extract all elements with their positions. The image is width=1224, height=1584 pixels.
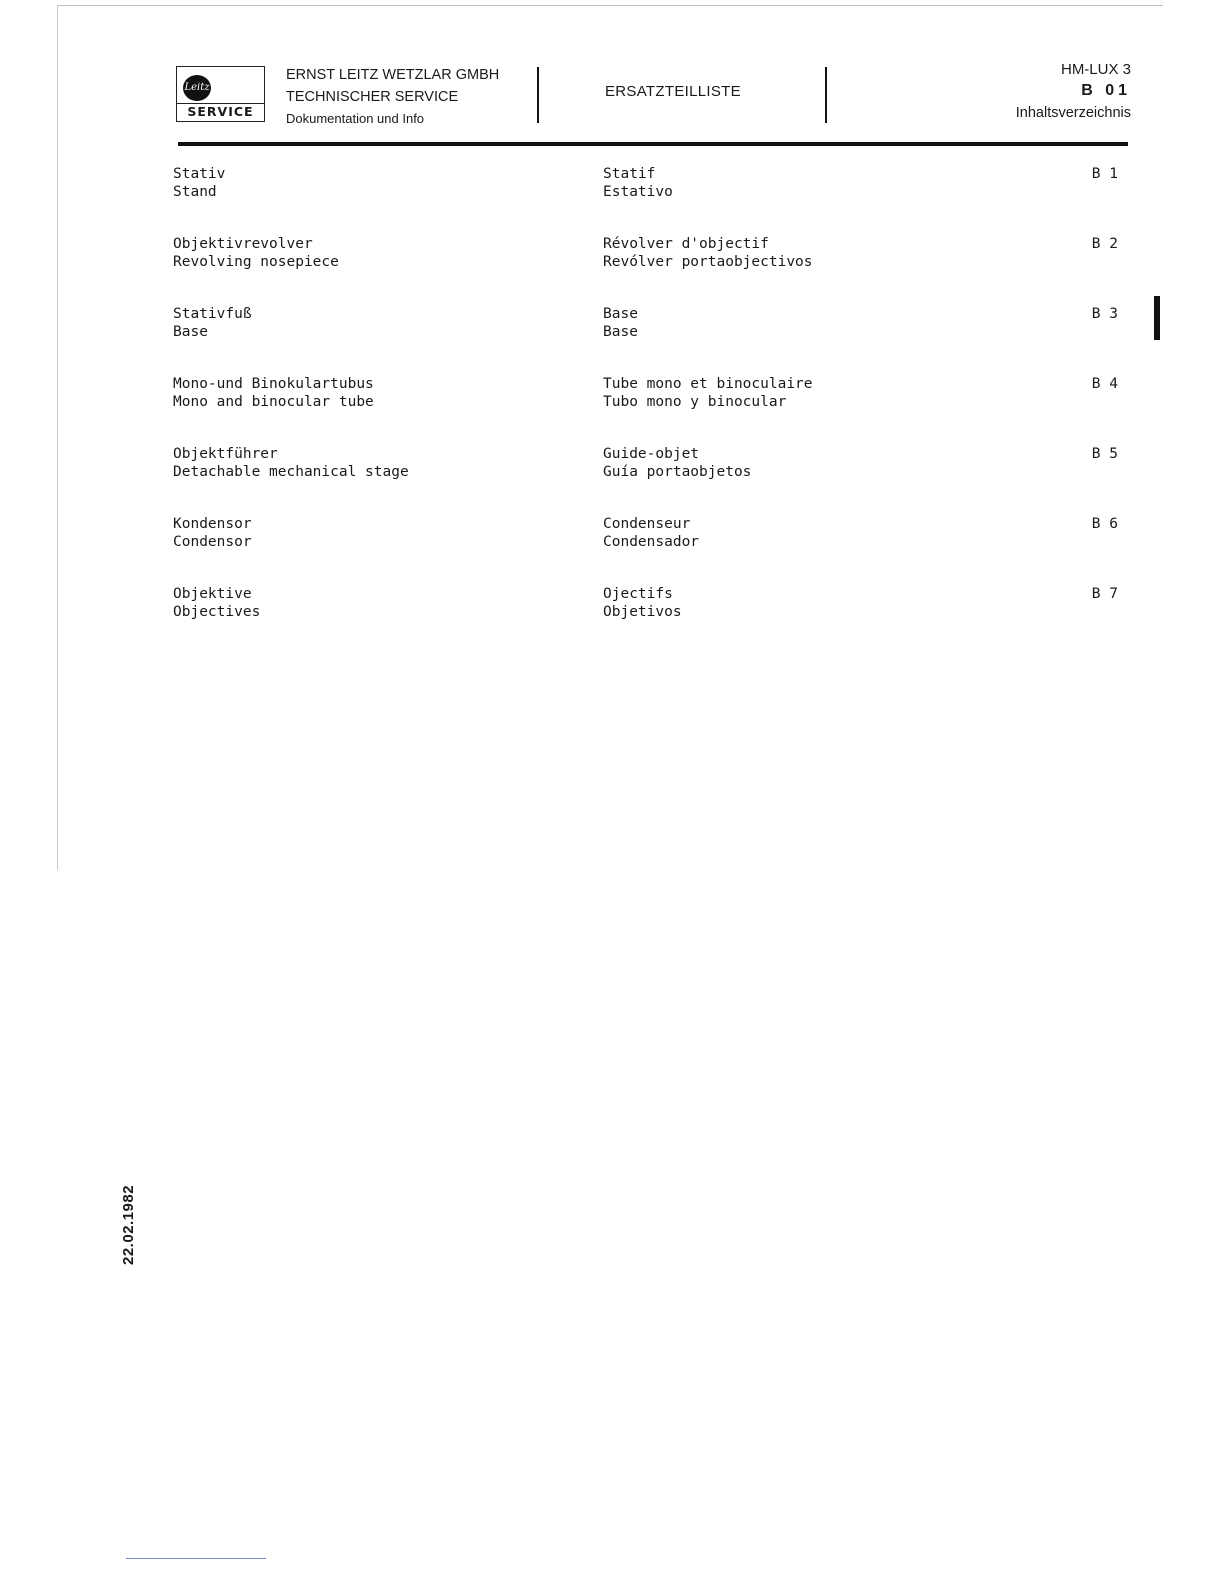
toc-spanish: Base xyxy=(603,324,638,340)
toc-row xyxy=(173,375,1118,445)
toc-spanish: Objetivos xyxy=(603,604,682,620)
toc-page-ref: B 7 xyxy=(1091,586,1118,602)
toc-entry-fr-es xyxy=(603,375,813,411)
toc-english: Revolving nosepiece xyxy=(173,254,339,270)
toc-entry-fr-es xyxy=(603,515,699,551)
toc-german: Stativfuß xyxy=(173,306,252,322)
document-type: ERSATZTEILLISTE xyxy=(605,83,741,100)
scan-edge-left xyxy=(57,5,58,870)
toc-entry-fr-es xyxy=(603,165,673,201)
toc-entry-de-en xyxy=(173,445,409,481)
company-department: TECHNISCHER SERVICE xyxy=(286,89,459,105)
toc-spanish: Condensador xyxy=(603,534,700,550)
leitz-logo-icon: Leitz xyxy=(183,75,211,101)
toc-page-ref: B 5 xyxy=(1091,446,1118,462)
toc-row xyxy=(173,585,1118,655)
document-code: B 01 xyxy=(1081,82,1131,99)
toc-french: Statif xyxy=(603,166,656,182)
section-title: Inhaltsverzeichnis xyxy=(1015,105,1131,121)
toc-page-ref: B 4 xyxy=(1091,376,1118,392)
scan-edge-bottom xyxy=(126,1558,266,1559)
toc-entry-de-en xyxy=(173,585,260,621)
toc-row xyxy=(173,165,1118,235)
toc-page-ref: B 2 xyxy=(1091,236,1118,252)
toc-english: Stand xyxy=(173,184,217,200)
revision-margin-mark xyxy=(1154,296,1160,340)
logo-service-label: SERVICE xyxy=(177,103,264,121)
toc-entry-fr-es xyxy=(603,445,751,481)
toc-german: Objektführer xyxy=(173,446,278,462)
header-rule xyxy=(178,142,1128,146)
toc-entry-fr-es xyxy=(603,585,682,621)
toc-german: Kondensor xyxy=(173,516,252,532)
toc-entry-de-en xyxy=(173,235,339,271)
toc-german: Mono-und Binokulartubus xyxy=(173,376,374,392)
toc-french: Révolver d'objectif xyxy=(603,236,769,252)
toc-german: Objektive xyxy=(173,586,252,602)
table-of-contents xyxy=(173,165,1118,655)
toc-page-ref: B 3 xyxy=(1091,306,1118,322)
toc-entry-fr-es xyxy=(603,235,813,271)
toc-page-ref: B 6 xyxy=(1091,516,1118,532)
toc-english: Base xyxy=(173,324,208,340)
scan-edge-top xyxy=(58,5,1163,6)
toc-entry-de-en xyxy=(173,305,252,341)
toc-spanish: Revólver portaobjectivos xyxy=(603,254,813,270)
company-block xyxy=(286,64,499,130)
leitz-service-logo xyxy=(176,66,265,122)
toc-entry-de-en xyxy=(173,375,374,411)
company-name: ERNST LEITZ WETZLAR GMBH xyxy=(286,67,500,83)
toc-english: Mono and binocular tube xyxy=(173,394,374,410)
toc-entry-fr-es xyxy=(603,305,638,341)
header-divider-right xyxy=(825,67,827,123)
toc-spanish: Estativo xyxy=(603,184,673,200)
toc-row xyxy=(173,305,1118,375)
toc-row xyxy=(173,515,1118,585)
toc-english: Detachable mechanical stage xyxy=(173,464,409,480)
toc-row xyxy=(173,445,1118,515)
toc-spanish: Tubo mono y binocular xyxy=(603,394,787,410)
toc-entry-de-en xyxy=(173,165,225,201)
toc-entry-de-en xyxy=(173,515,252,551)
document-header xyxy=(176,60,1131,132)
toc-row xyxy=(173,235,1118,305)
toc-german: Objektivrevolver xyxy=(173,236,313,252)
toc-english: Condensor xyxy=(173,534,252,550)
document-id-block xyxy=(1016,60,1131,124)
toc-french: Ojectifs xyxy=(603,586,673,602)
toc-english: Objectives xyxy=(173,604,261,620)
toc-french: Guide-objet xyxy=(603,446,700,462)
header-divider-left xyxy=(537,67,539,123)
toc-french: Base xyxy=(603,306,638,322)
toc-french: Tube mono et binoculaire xyxy=(603,376,813,392)
toc-page-ref: B 1 xyxy=(1091,166,1118,182)
toc-german: Stativ xyxy=(173,166,226,182)
document-date: 22.02.1982 xyxy=(120,1184,137,1265)
toc-spanish: Guía portaobjetos xyxy=(603,464,752,480)
model-name: HM-LUX 3 xyxy=(1060,61,1131,78)
company-subtitle: Dokumentation und Info xyxy=(286,111,425,126)
toc-french: Condenseur xyxy=(603,516,691,532)
